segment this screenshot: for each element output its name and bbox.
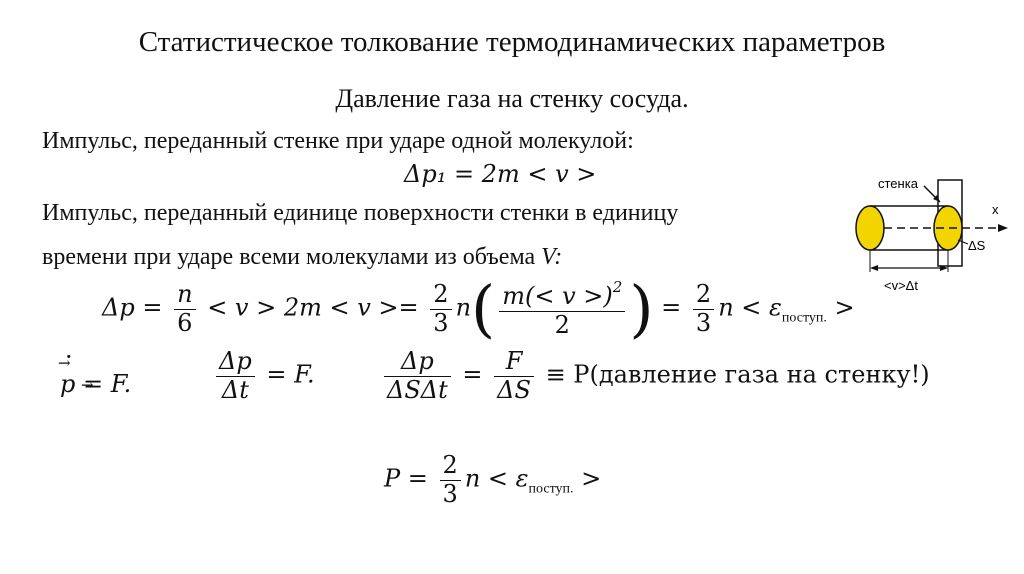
eq4-frac-den: 3	[442, 479, 458, 508]
equation-pressure-derivation	[102, 272, 855, 345]
equation-dp-dt	[212, 348, 315, 404]
eq2-rhs: n < ε	[718, 293, 782, 322]
eq2-energy-num-text: m(< v >)	[502, 281, 613, 310]
eq3c-rhs: ≡ P(давление газа на стенку!)	[545, 360, 930, 389]
cyl-left-disc	[856, 206, 884, 250]
eq3c-num1: Δp	[384, 348, 451, 377]
eq3b-den: Δt	[221, 375, 249, 404]
text-line-3	[42, 244, 562, 271]
eq3c-num2: F	[494, 348, 534, 377]
label-wall: стенка	[878, 176, 918, 191]
eq2-frac-23-num: 2	[430, 281, 451, 310]
eq3b-rhs: = F.	[266, 360, 315, 389]
eq2-energy-sup: 2	[612, 277, 623, 296]
eq3b-frac	[216, 348, 255, 404]
x-axis-arrow	[998, 224, 1008, 232]
label-vdt: <v>Δt	[884, 278, 918, 293]
equation-momentum-single	[404, 160, 596, 188]
eq2-frac-energy-num	[499, 279, 625, 312]
text-line-3-var: V:	[541, 244, 563, 270]
eq2-lhs: Δp =	[102, 293, 163, 322]
eq2-frac-n6-den: 6	[177, 308, 193, 337]
dim-arrow-left	[870, 265, 878, 271]
slide-subtitle: Давление газа на стенку сосуда.	[335, 84, 689, 113]
eq2-end: >	[834, 293, 855, 322]
cylinder-wall-diagram	[848, 168, 1018, 298]
slide-title: Статистическое толкование термодинамических параметров	[138, 26, 886, 58]
eq2-n: n	[455, 293, 472, 322]
text-line-2: Импульс, переданный единице поверхности стенки в единицу	[42, 200, 679, 226]
eq1-text: Δp₁ = 2m < v >	[404, 160, 597, 188]
eq2-paren-open: (	[471, 272, 496, 345]
eq3c-eq: =	[462, 360, 483, 389]
eq2-mid: < v > 2m < v >=	[207, 293, 419, 322]
eq4-end: >	[581, 464, 602, 493]
text-line-1: Импульс, переданный стенке при ударе одной молекулой:	[42, 128, 634, 154]
label-x: x	[992, 202, 999, 217]
eq2-paren-close: )	[629, 272, 654, 345]
eq4-sub: поступ.	[528, 481, 574, 497]
eq2-frac-n6	[174, 281, 195, 337]
eq2-frac-23	[430, 281, 451, 337]
eq2-frac-23-den: 3	[433, 308, 449, 337]
eq3c-den2: ΔS	[497, 375, 531, 404]
eq2-frac-n6-num: n	[174, 281, 195, 310]
eq3c-frac1	[384, 348, 451, 404]
eq2-frac-energy-den: 2	[554, 310, 570, 339]
eq2-frac-23b-den: 3	[695, 308, 712, 337]
eq4-rhs: n < ε	[464, 464, 529, 493]
eq4-lhs: P =	[384, 464, 428, 493]
eq3b-num: Δp	[216, 348, 255, 377]
p-vector: → p ·	[60, 370, 75, 398]
eq2-frac-23b-num: 2	[693, 281, 714, 310]
equation-pressure-final	[384, 452, 601, 508]
eq4-frac-num: 2	[440, 452, 461, 481]
equation-pressure-definition	[380, 348, 930, 404]
eq2-equals: =	[661, 293, 682, 322]
equation-force	[60, 370, 131, 398]
eq2-frac-23b	[693, 281, 714, 337]
eq2-frac-energy	[499, 279, 625, 339]
eq3c-den1: ΔSΔt	[387, 375, 448, 404]
eq4-frac	[440, 452, 461, 508]
eq3c-frac2	[494, 348, 534, 404]
text-line-3-main: времени при ударе всеми молекулами из объема	[42, 244, 536, 270]
eq3a-rhs	[83, 370, 131, 398]
eq3a-text: = F.	[83, 370, 132, 398]
eq2-sub: поступ.	[781, 310, 827, 326]
label-dS: ΔS	[968, 238, 986, 253]
